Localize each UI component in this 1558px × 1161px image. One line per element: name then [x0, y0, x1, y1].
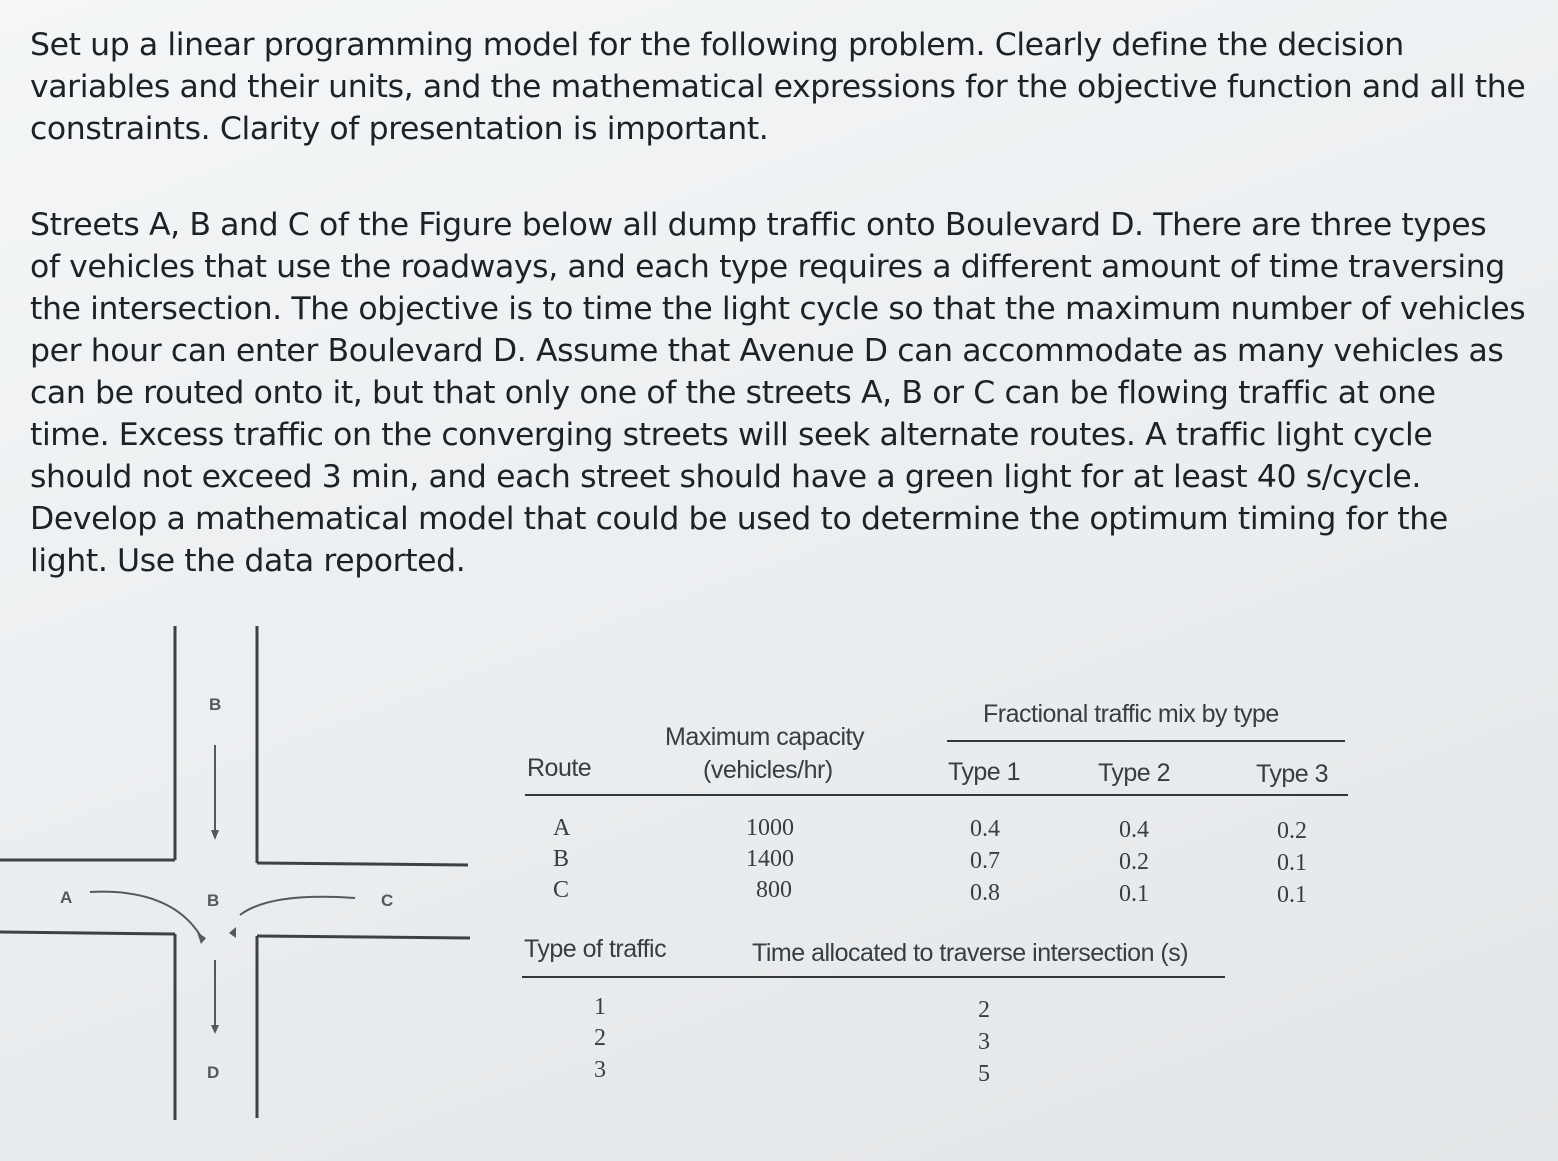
- text-line: can be routed onto it, but that only one of the streets A, B or C can be flowing traffic at one: [30, 375, 1436, 411]
- intersection-diagram: [0, 620, 480, 1140]
- problem-statement-paragraph: [30, 204, 1526, 582]
- label-d: D: [207, 1063, 220, 1082]
- text-line: Streets A, B and C of the Figure below all dump traffic onto Boulevard D. There are three types: [30, 207, 1487, 243]
- street-a-bottom-edge: [0, 932, 175, 934]
- mix-header-rule: [947, 740, 1345, 742]
- text-line: Set up a linear programming model for the following problem. Clearly define the decision: [30, 27, 1404, 63]
- route-header: Route: [527, 754, 592, 782]
- capacity-header-line2: (vehicles/hr): [703, 756, 833, 784]
- table-row-time: 3: [978, 1029, 990, 1055]
- table-row-capacity: 800: [756, 877, 792, 903]
- arrowhead-c: [229, 927, 236, 938]
- text-line: Develop a mathematical model that could be used to determine the optimum timing for the: [30, 501, 1448, 537]
- time-header-rule: [522, 976, 1225, 978]
- mix-header: Fractional traffic mix by type: [983, 700, 1279, 728]
- text-line: constraints. Clarity of presentation is important.: [30, 111, 769, 147]
- type1-header: Type 1: [948, 758, 1021, 786]
- table-row-capacity: 1000: [746, 815, 794, 841]
- table-row-time: 5: [978, 1061, 990, 1087]
- street-c-bottom-edge: [257, 936, 470, 938]
- table-row-type2: 0.2: [1119, 849, 1149, 875]
- table-row-type1: 0.8: [970, 880, 1000, 906]
- table-row-type2: 0.1: [1119, 881, 1149, 907]
- table-row-type: 3: [594, 1057, 606, 1083]
- table-row-type: 1: [594, 994, 606, 1020]
- text-line: light. Use the data reported.: [30, 543, 466, 579]
- street-c-top-edge: [257, 863, 468, 865]
- arrowhead-b: [211, 830, 219, 840]
- table-row-type: 2: [594, 1025, 606, 1051]
- type-of-traffic-header: Type of traffic: [524, 935, 667, 963]
- table-row-type3: 0.1: [1277, 850, 1307, 876]
- text-line: of vehicles that use the roadways, and each type requires a different amount of time traversing: [30, 249, 1505, 285]
- type2-header: Type 2: [1098, 759, 1171, 787]
- table-row-type3: 0.2: [1277, 818, 1307, 844]
- flow-curve-a: [90, 892, 200, 935]
- table-row-type1: 0.7: [970, 848, 1000, 874]
- label-center: B: [207, 891, 220, 910]
- table-row-route: A: [553, 815, 571, 841]
- flow-curve-c: [240, 897, 355, 915]
- text-line: should not exceed 3 min, and each street should have a green light for at least 40 s/cycle.: [30, 459, 1422, 495]
- table-row-route: B: [553, 846, 570, 872]
- table-row-route: C: [553, 877, 570, 903]
- text-line: per hour can enter Boulevard D. Assume that Avenue D can accommodate as many vehicles as: [30, 333, 1504, 369]
- text-line: the intersection. The objective is to time the light cycle so that the maximum number of vehicles: [30, 291, 1526, 327]
- table-row-time: 2: [978, 997, 990, 1023]
- arrowhead-a: [197, 932, 206, 944]
- instructions-paragraph: [30, 24, 1526, 150]
- table-row-type1: 0.4: [970, 816, 1000, 842]
- type3-header: Type 3: [1256, 760, 1329, 788]
- header-rule: [525, 794, 1348, 796]
- table-row-type2: 0.4: [1119, 817, 1149, 843]
- time-header: Time allocated to traverse intersection (s): [752, 939, 1189, 967]
- label-c: C: [381, 891, 394, 910]
- label-b: B: [209, 695, 222, 714]
- arrowhead-d: [211, 1025, 219, 1034]
- text-line: variables and their units, and the mathematical expressions for the objective function and all the: [30, 69, 1526, 105]
- text-line: time. Excess traffic on the converging streets will seek alternate routes. A traffic light cycle: [30, 417, 1433, 453]
- label-a: A: [60, 888, 73, 907]
- capacity-header-line1: Maximum capacity: [665, 723, 864, 751]
- table-row-capacity: 1400: [746, 846, 794, 872]
- table-row-type3: 0.1: [1277, 882, 1307, 908]
